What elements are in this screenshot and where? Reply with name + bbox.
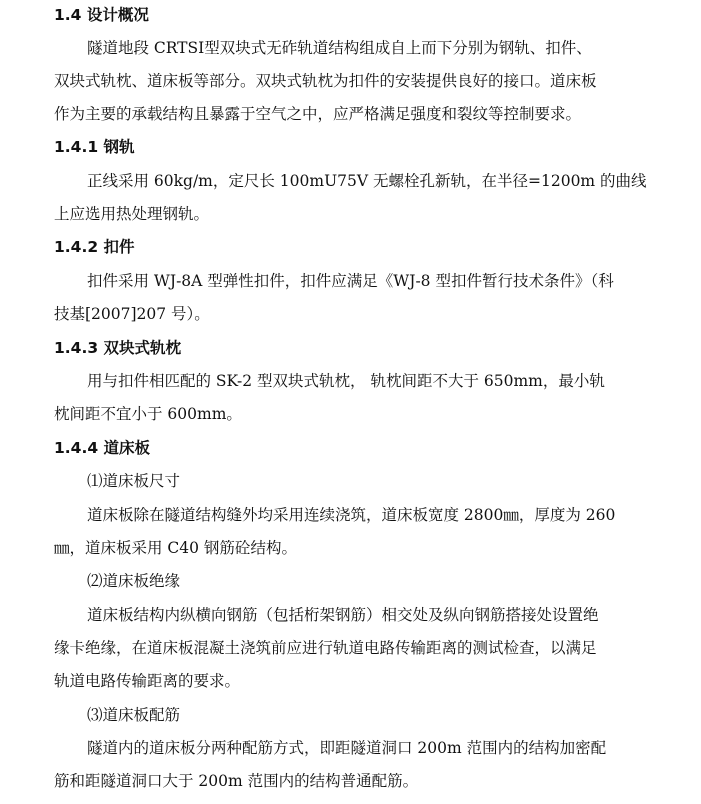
paragraph-line: 缘卡绝缘，在道床板混凝土浇筑前应进行轨道电路传输距离的测试检查，以满足 [54, 639, 597, 657]
subsection-title: ⑴道床板尺寸 [87, 472, 181, 490]
subsection-title: ⑵道床板绝缘 [87, 572, 181, 590]
heading-1-4: 1.4 设计概况 [54, 6, 149, 24]
paragraph-line: 双块式轨枕、道床板等部分。双块式轨枕为扣件的安装提供良好的接口。道床板 [54, 72, 597, 90]
paragraph-line: 技基[2007]207 号）。 [54, 305, 210, 323]
heading-1-4-1: 1.4.1 钢轨 [54, 138, 135, 156]
paragraph-line: 道床板结构内纵横向钢筋（包括桁架钢筋）相交处及纵向钢筋搭接处设置绝 [87, 606, 599, 624]
paragraph-line: ㎜，道床板采用 C40 钢筋砼结构。 [54, 539, 297, 557]
paragraph-line: 隧道地段 CRTSⅠ型双块式无砟轨道结构组成自上而下分别为钢轨、扣件、 [87, 39, 592, 57]
heading-1-4-3: 1.4.3 双块式轨枕 [54, 339, 182, 357]
paragraph-line: 上应选用热处理钢轨。 [54, 205, 210, 223]
paragraph-line: 正线采用 60kg/m，定尺长 100mU75V 无螺栓孔新轨，在半径=1200m 的曲线 [87, 172, 647, 190]
paragraph-line: 隧道内的道床板分两种配筋方式，即距隧道洞口 200m 范围内的结构加密配 [87, 739, 607, 757]
heading-1-4-2: 1.4.2 扣件 [54, 238, 135, 256]
paragraph-line: 作为主要的承载结构且暴露于空气之中，应严格满足强度和裂纹等控制要求。 [54, 105, 582, 123]
paragraph-line: 扣件采用 WJ-8A 型弹性扣件，扣件应满足《WJ-8 型扣件暂行技术条件》（科 [87, 272, 614, 290]
subsection-title: ⑶道床板配筋 [87, 706, 181, 724]
paragraph-line: 轨道电路传输距离的要求。 [54, 672, 241, 690]
heading-1-4-4: 1.4.4 道床板 [54, 439, 151, 457]
paragraph-line: 道床板除在隧道结构缝外均采用连续浇筑，道床板宽度 2800㎜，厚度为 260 [87, 506, 616, 524]
paragraph-line: 用与扣件相匹配的 SK-2 型双块式轨枕， 轨枕间距不大于 650mm，最小轨 [87, 372, 605, 390]
paragraph-line: 枕间距不宜小于 600mm。 [54, 405, 242, 423]
paragraph-line: 筋和距隧道洞口大于 200m 范围内的结构普通配筋。 [54, 772, 419, 790]
